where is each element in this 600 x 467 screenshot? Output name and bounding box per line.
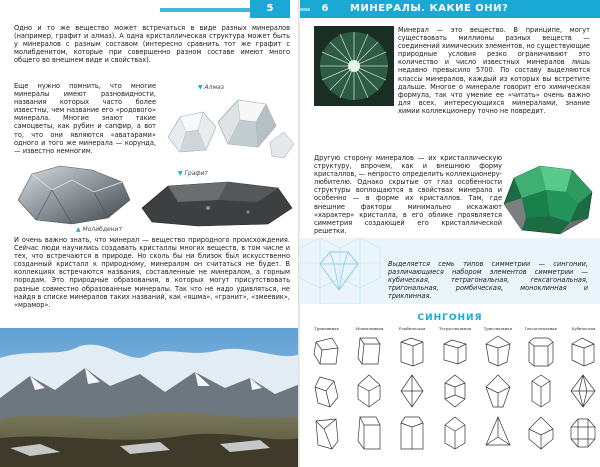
mountain-landscape-image xyxy=(0,328,300,467)
molybdenite-label xyxy=(76,226,122,233)
info-text: Выделяется семь типов симметрии — сингонии, различающиеся набором элементов симметрии — кубическая, тетрагональная, гексагональная, тригональная, ромбическая, моноклинная и триклинная. xyxy=(388,260,588,301)
right-page xyxy=(300,0,600,467)
header-bar xyxy=(300,8,310,11)
monoclinic-crystal xyxy=(353,332,386,370)
page-title: МИНЕРАЛЫ. КАКИЕ ОНИ? xyxy=(350,3,509,14)
orthorhombic-crystal xyxy=(396,372,429,410)
syngony-title: СИНГОНИЯ xyxy=(417,313,483,323)
syngony-label: Ромбическая xyxy=(398,326,426,331)
graphite-image xyxy=(138,178,294,228)
graphite-label xyxy=(178,170,208,177)
right-header xyxy=(300,0,600,18)
page-number: 5 xyxy=(250,0,290,18)
graphite-label-text: Графит xyxy=(184,170,208,177)
syngony-label: Гексагональная xyxy=(524,326,557,331)
emerald-photo xyxy=(500,156,598,240)
diamond-photo xyxy=(158,92,296,162)
crystal-row-1 xyxy=(310,332,600,370)
mineral-section-image xyxy=(314,26,394,106)
diamond-crystals-image xyxy=(158,92,296,162)
molybdenite-image xyxy=(12,160,134,228)
molybdenite-photo xyxy=(12,160,134,228)
monoclinic-crystal xyxy=(353,414,386,452)
tetragonal-crystal xyxy=(438,372,471,410)
mountain-landscape-photo xyxy=(0,328,300,467)
trigonal-crystal xyxy=(481,414,514,452)
label-pointer-icon: ▼ xyxy=(198,84,203,91)
hexagonal-crystal xyxy=(524,332,557,370)
triclinic-crystal xyxy=(310,414,343,452)
syngony-label: Тригональная xyxy=(483,326,512,331)
trigonal-crystal xyxy=(481,372,514,410)
hexagonal-crystal xyxy=(524,372,557,410)
right-paragraph-2: Другую сторону минералов — их кристаллическую структуру, впрочем, как и внешнюю форму кристаллов, — непросто определить коллекционеру-любителю. Однако скрытые от глаз особенности структуры воплощаются в свойствах минерала и особенно — в форме их кристаллов. Там, где внешние факторы минимально искажают «характер» кристалла, в его облике проявляется симметрия создающей его кристаллической решетки. xyxy=(314,154,502,235)
triclinic-crystal xyxy=(310,332,343,370)
orthorhombic-crystal xyxy=(396,414,429,452)
cubic-crystal xyxy=(567,414,600,452)
mineral-section-photo xyxy=(314,26,394,106)
header-bar xyxy=(160,8,250,12)
right-paragraph-1: Минерал — это вещество. В принципе, могут существовать миллионы разных веществ — соединений химических элементов, но существующие природные условия резко ограничивают это количество и число известных минералов лишь недавно превысило 5700. По составу выделяются классы минералов, каждый из которых вы встретите дальше. Многое о минерале говорит его химическая формула, так что умение ее «читать» очень важно для всех, интересующихся минералами, знание химии коллекционеру точно не повредит. xyxy=(398,26,590,115)
cubic-crystal xyxy=(567,372,600,410)
diamond-outline-icon xyxy=(314,246,364,296)
hexagonal-crystal xyxy=(524,414,557,452)
syngony-label: Кубическая xyxy=(571,326,596,331)
left-paragraph-1: Одно и то же вещество может встречаться в виде разных минералов (например, графит и алмаз). А одна кристаллическая структура может быть у минералов с разным составом (интересно сравнить тот же графит с молибденитом, которые при совершенно разном составе имеют много общего во внешнем виде и свойствах). xyxy=(14,24,290,65)
syngony-label: Триклинная xyxy=(314,326,339,331)
triclinic-crystal xyxy=(310,372,343,410)
diamond-label xyxy=(198,84,224,91)
emerald-crystal-image xyxy=(500,156,598,240)
syngony-labels xyxy=(310,326,600,331)
graphite-photo xyxy=(138,178,294,228)
info-box xyxy=(300,238,600,304)
crystal-row-2 xyxy=(310,372,600,410)
molybdenite-label-text: Молибденит xyxy=(82,226,122,233)
trigonal-crystal xyxy=(481,332,514,370)
cubic-crystal xyxy=(567,332,600,370)
label-pointer-icon: ▲ xyxy=(76,226,81,233)
page-number: 6 xyxy=(321,3,329,14)
crystal-row-3 xyxy=(310,414,600,452)
label-pointer-icon: ▼ xyxy=(178,170,183,177)
syngony-label: Тетрагональная xyxy=(438,326,472,331)
left-paragraph-2: Еще нужно помнить, что многие минералы имеют разновидности, названия которых часто более известны, чем название его «родового» минерала. Многие знают такие самоцветы, как рубин и сапфир, а вот то, что они являются «аватарами» одного и того же минерала — корунда, — известно немногим. xyxy=(14,82,156,155)
tetragonal-crystal xyxy=(438,332,471,370)
tetragonal-crystal xyxy=(438,414,471,452)
monoclinic-crystal xyxy=(353,372,386,410)
left-header xyxy=(0,0,300,18)
orthorhombic-crystal xyxy=(396,332,429,370)
diamond-label-text: Алмаз xyxy=(204,84,224,91)
syngony-label: Моноклинная xyxy=(355,326,384,331)
left-paragraph-3: И очень важно знать, что минерал — вещество природного происхождения. Сейчас люди научились создавать кристаллы многих веществ, в том числе и тех, что встречаются в природе. Но сколь бы ни близок был искусственно созданный кристалл к природному, минералом он считаться не будет. В коллекциях встречаются названия, составленные не минералом, а горным породам. Это природные образования, в которых могут присутствовать разные совместно образованные минералы. Так что не надо удивляться, не найдя в списке минералов таких названий, как «яшма», «гранит», «змеевик», «мрамор». xyxy=(14,236,290,309)
